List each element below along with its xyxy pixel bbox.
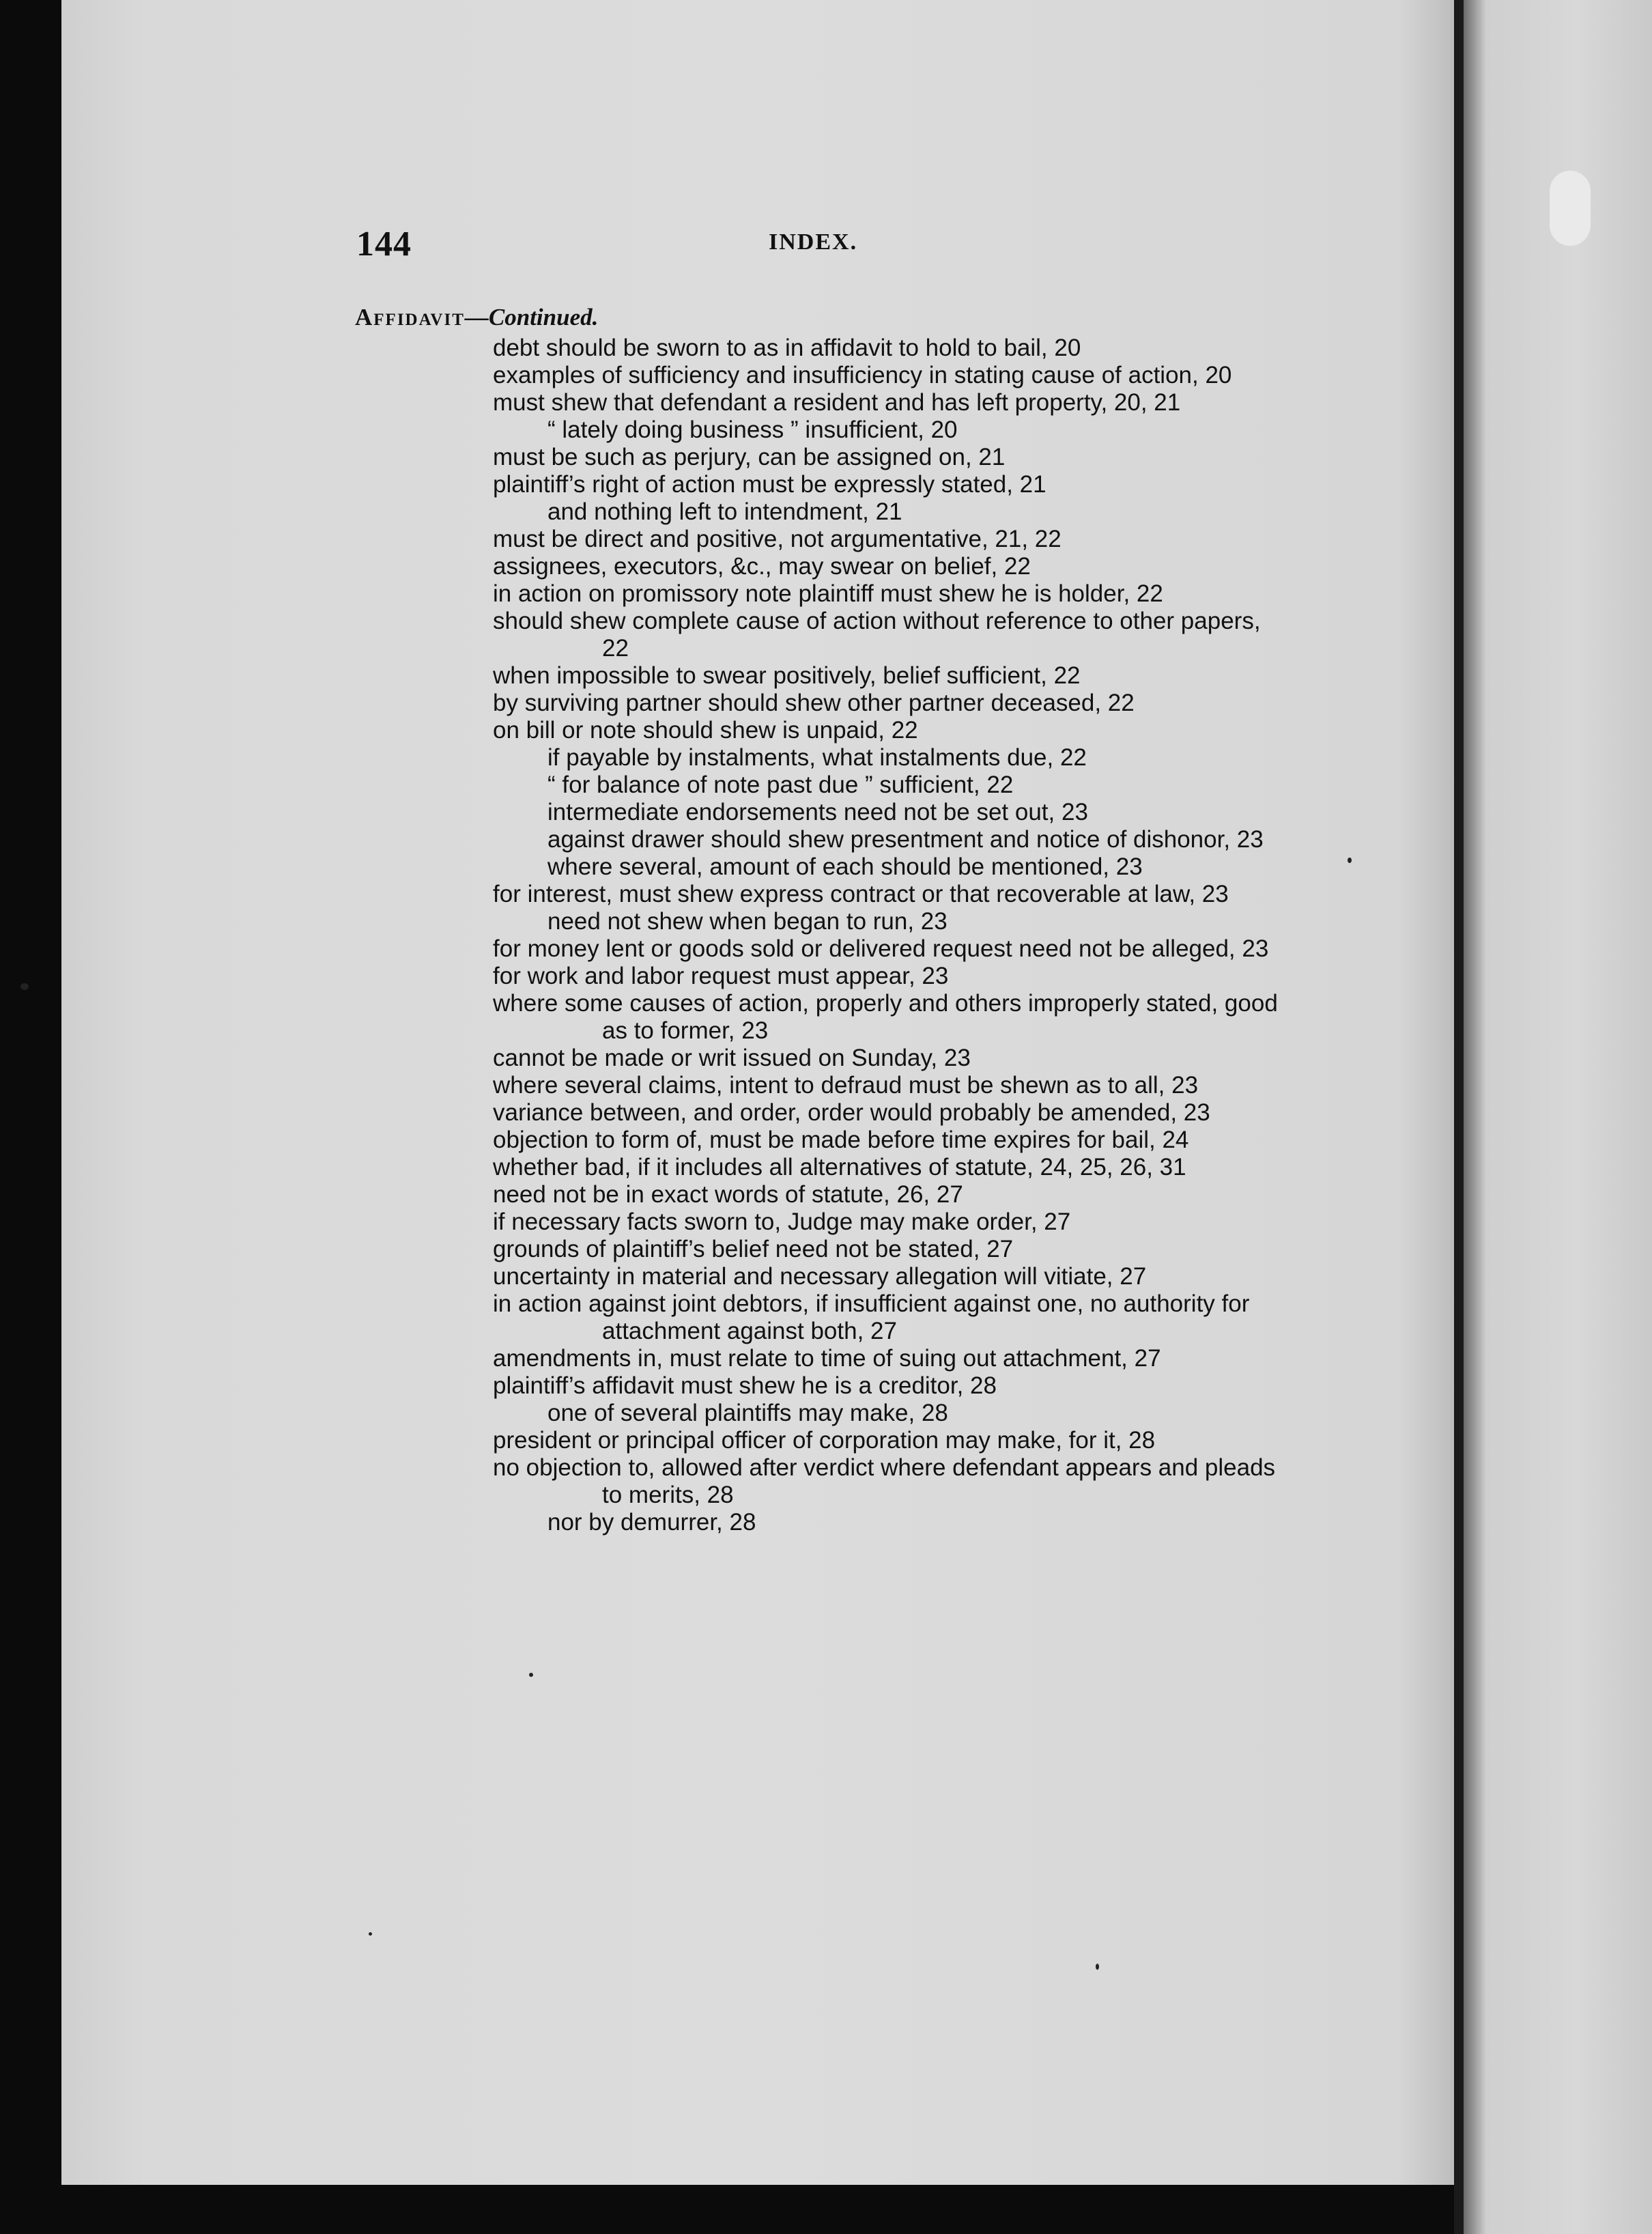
index-entry-text: by surviving partner should shew other partner deceased, 22 — [493, 690, 1135, 716]
print-speck — [1348, 858, 1352, 863]
index-entry — [493, 1127, 1285, 1154]
index-entry — [493, 662, 1285, 690]
index-entry — [493, 580, 1285, 608]
index-entry-text: for work and labor request must appear, 23 — [493, 963, 949, 989]
index-entry-text: objection to form of, must be made before time expires for bail, 24 — [493, 1127, 1189, 1153]
index-entry — [493, 1509, 1285, 1536]
index-entry — [493, 1372, 1285, 1400]
index-entry — [493, 608, 1285, 662]
index-entry — [493, 389, 1285, 416]
index-entry — [493, 1263, 1285, 1290]
index-entry-text: president or principal officer of corporation may make, for it, 28 — [493, 1427, 1156, 1454]
index-entry — [493, 1072, 1285, 1099]
index-entry — [493, 1154, 1285, 1181]
print-speck — [529, 1673, 533, 1677]
heading-continued: —Continued. — [464, 304, 599, 330]
index-entry-text: where several claims, intent to defraud must be shewn as to all, 23 — [493, 1072, 1199, 1099]
index-entry-text: must be direct and positive, not argumentative, 21, 22 — [493, 526, 1062, 552]
index-entry-text: whether bad, if it includes all alternatives of statute, 24, 25, 26, 31 — [493, 1154, 1186, 1180]
index-entry-text: intermediate endorsements need not be set out, 23 — [547, 799, 1088, 825]
index-entry — [493, 1290, 1285, 1345]
index-entry-text: need not shew when began to run, 23 — [547, 908, 948, 935]
index-entry — [493, 471, 1285, 498]
print-speck — [369, 1932, 372, 1936]
index-entry-text: cannot be made or writ issued on Sunday, 23 — [493, 1045, 971, 1071]
index-entry-text: in action against joint debtors, if insufficient against one, no authority for attachment against both, 27 — [493, 1290, 1250, 1344]
index-entry — [493, 690, 1285, 717]
page-gutter-shadow — [1454, 0, 1464, 2234]
running-title: INDEX. — [769, 229, 858, 255]
page-number: 144 — [356, 225, 412, 264]
bleed-mark — [1550, 171, 1591, 246]
index-entry — [493, 744, 1285, 772]
index-entry — [493, 526, 1285, 553]
index-entry-text: and nothing left to intendment, 21 — [547, 498, 902, 525]
index-entry-text: “ for balance of note past due ” sufficient, 22 — [547, 772, 1014, 798]
index-entry-text: in action on promissory note plaintiff must shew he is holder, 22 — [493, 580, 1163, 607]
index-entry — [493, 553, 1285, 580]
index-entry-text: for money lent or goods sold or delivered request need not be alleged, 23 — [493, 935, 1269, 962]
index-entry-text: must shew that defendant a resident and has left property, 20, 21 — [493, 389, 1181, 416]
index-entry — [493, 1400, 1285, 1427]
index-entry-text: one of several plaintiffs may make, 28 — [547, 1400, 948, 1426]
index-entry — [493, 772, 1285, 799]
index-entry — [493, 1454, 1285, 1509]
index-entry-text: on bill or note should shew is unpaid, 22 — [493, 717, 918, 744]
index-entry — [493, 498, 1285, 526]
index-entry-text: when impossible to swear positively, belief sufficient, 22 — [493, 662, 1081, 689]
index-entry — [493, 1345, 1285, 1372]
index-entry-text: for interest, must shew express contract or that recoverable at law, 23 — [493, 881, 1229, 907]
index-entry — [493, 1236, 1285, 1263]
index-entry-text: against drawer should shew presentment and notice of dishonor, 23 — [547, 826, 1264, 853]
index-entry — [493, 881, 1285, 908]
index-entry-text: amendments in, must relate to time of suing out attachment, 27 — [493, 1345, 1161, 1372]
print-speck — [20, 983, 29, 990]
print-speck — [1096, 1964, 1099, 1970]
index-entry-text: nor by demurrer, 28 — [547, 1509, 756, 1536]
page-header — [294, 205, 1277, 273]
index-entry — [493, 335, 1285, 362]
index-entry — [493, 799, 1285, 826]
index-entry — [493, 1208, 1285, 1236]
index-entry-text: if necessary facts sworn to, Judge may make order, 27 — [493, 1208, 1071, 1235]
adjacent-page-edge — [1464, 0, 1652, 2234]
index-entry-text: grounds of plaintiff’s belief need not be stated, 27 — [493, 1236, 1014, 1262]
index-entry-text: debt should be sworn to as in affidavit to hold to bail, 20 — [493, 335, 1081, 361]
index-entry-text: where some causes of action, properly and others improperly stated, good as to former, 23 — [493, 990, 1278, 1044]
index-entry — [493, 963, 1285, 990]
index-entry-text: variance between, and order, order would probably be amended, 23 — [493, 1099, 1210, 1126]
index-entry-text: plaintiff’s affidavit must shew he is a creditor, 28 — [493, 1372, 997, 1399]
heading-word: Affidavit — [355, 304, 465, 330]
index-entry-text: no objection to, allowed after verdict where defendant appears and pleads to merits, 28 — [493, 1454, 1276, 1508]
index-entry — [493, 362, 1285, 389]
index-entry — [493, 1181, 1285, 1208]
index-entry-text: “ lately doing business ” insufficient, 20 — [547, 416, 958, 443]
index-entry — [493, 935, 1285, 963]
index-entry — [493, 1427, 1285, 1454]
index-entry-text: where several, amount of each should be mentioned, 23 — [547, 853, 1143, 880]
index-entry — [493, 853, 1285, 881]
index-entry — [493, 717, 1285, 744]
index-entry — [493, 416, 1285, 444]
index-entry-text: assignees, executors, &c., may swear on belief, 22 — [493, 553, 1031, 580]
index-entry-text: plaintiff’s right of action must be expressly stated, 21 — [493, 471, 1046, 498]
index-entry — [493, 1045, 1285, 1072]
index-entry-text: need not be in exact words of statute, 26, 27 — [493, 1181, 963, 1208]
index-entries — [493, 335, 1285, 1536]
index-entry — [493, 826, 1285, 853]
index-entry-text: should shew complete cause of action without reference to other papers, 22 — [493, 608, 1261, 662]
index-heading — [355, 304, 598, 331]
index-entry — [493, 444, 1285, 471]
index-entry — [493, 990, 1285, 1045]
index-entry-text: uncertainty in material and necessary allegation will vitiate, 27 — [493, 1263, 1147, 1290]
index-entry-text: must be such as perjury, can be assigned on, 21 — [493, 444, 1006, 470]
index-entry-text: examples of sufficiency and insufficiency in stating cause of action, 20 — [493, 362, 1232, 388]
index-entry — [493, 908, 1285, 935]
index-entry — [493, 1099, 1285, 1127]
index-entry-text: if payable by instalments, what instalments due, 22 — [547, 744, 1087, 771]
